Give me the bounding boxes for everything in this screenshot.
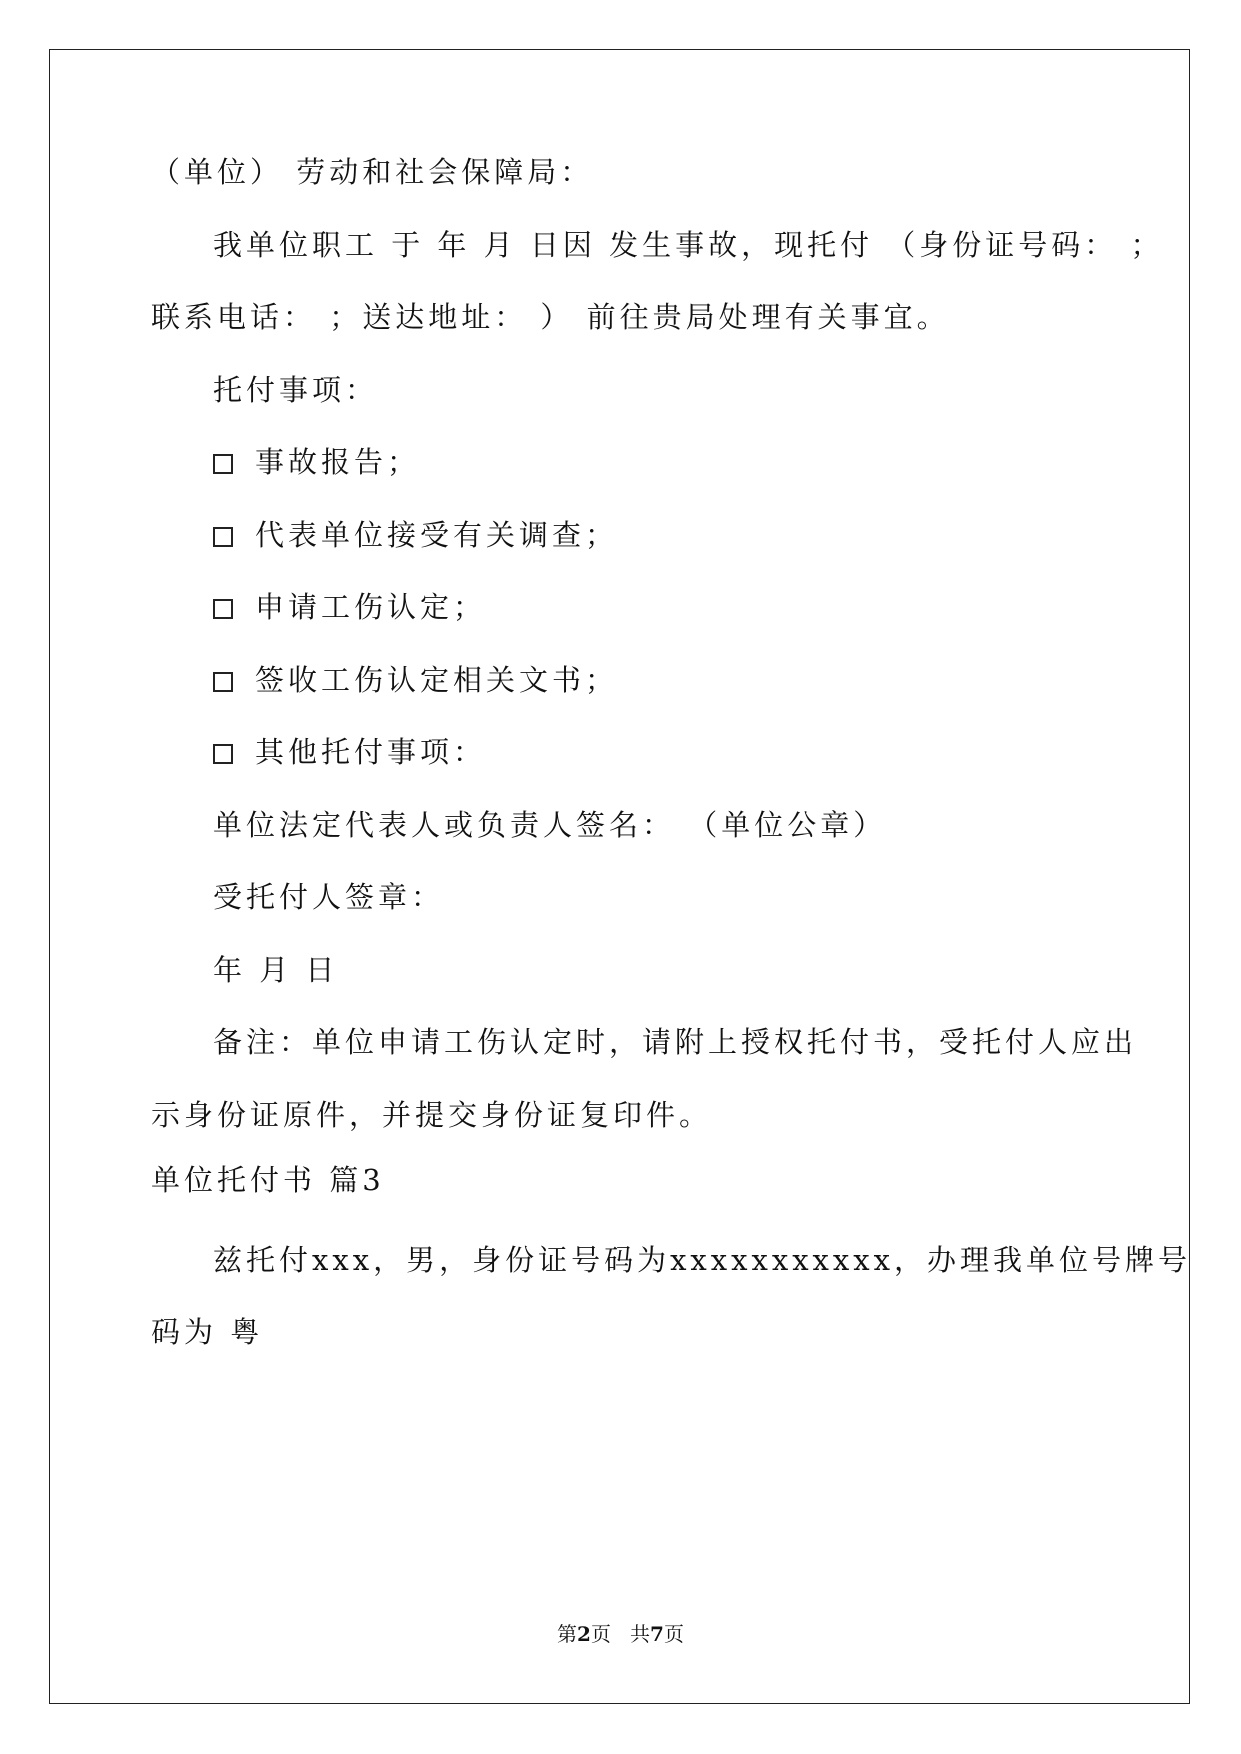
body-line-1: 我单位职工 于 年 月 日因 发生事故，现托付 （身份证号码： ； [213, 228, 1164, 262]
date-line: 年 月 日 [213, 953, 339, 987]
remark-line-1: 备注：单位申请工伤认定时，请附上授权托付书，受托付人应出 [213, 1025, 1138, 1059]
matter-label: 申请工伤认定； [255, 590, 487, 624]
footer-page-number: 2 [577, 1622, 591, 1646]
matter-item [213, 515, 618, 555]
footer-prefix: 第 [557, 1622, 578, 1646]
matter-label: 代表单位接受有关调查； [255, 518, 619, 552]
checkbox-icon[interactable] [213, 454, 233, 474]
matter-item [213, 587, 486, 627]
letter-line-2: 码为 粤 [151, 1315, 264, 1349]
checkbox-icon[interactable] [213, 672, 233, 692]
section-title: 单位托付书 篇3 [151, 1163, 385, 1197]
remark-line-2: 示身份证原件，并提交身份证复印件。 [151, 1098, 713, 1132]
matter-label: 事故报告； [255, 445, 421, 479]
checkbox-icon[interactable] [213, 527, 233, 547]
letter-line-1: 兹托付xxx，男，身份证号码为xxxxxxxxxxx，办理我单位号牌号 [213, 1243, 1191, 1277]
footer-total-pages: 7 [650, 1622, 664, 1646]
salutation-line: （单位） 劳动和社会保障局： [151, 155, 594, 189]
body-line-2: 联系电话： ；送达地址： ） 前往贵局处理有关事宜。 [151, 300, 950, 334]
matter-label: 其他托付事项： [255, 735, 487, 769]
checkbox-icon[interactable] [213, 744, 233, 764]
footer-middle: 页 共 [590, 1622, 651, 1646]
matter-item [213, 442, 420, 482]
footer-suffix: 页 [663, 1622, 684, 1646]
matter-item [213, 660, 618, 700]
matter-label: 签收工伤认定相关文书； [255, 663, 619, 697]
matter-item [213, 732, 486, 772]
matters-heading: 托付事项： [213, 373, 379, 407]
signature-line: 单位法定代表人或负责人签名： （单位公章） [213, 808, 887, 842]
agent-signature-line: 受托付人签章： [213, 880, 445, 914]
checkbox-icon[interactable] [213, 599, 233, 619]
page-footer [0, 1621, 1241, 1647]
